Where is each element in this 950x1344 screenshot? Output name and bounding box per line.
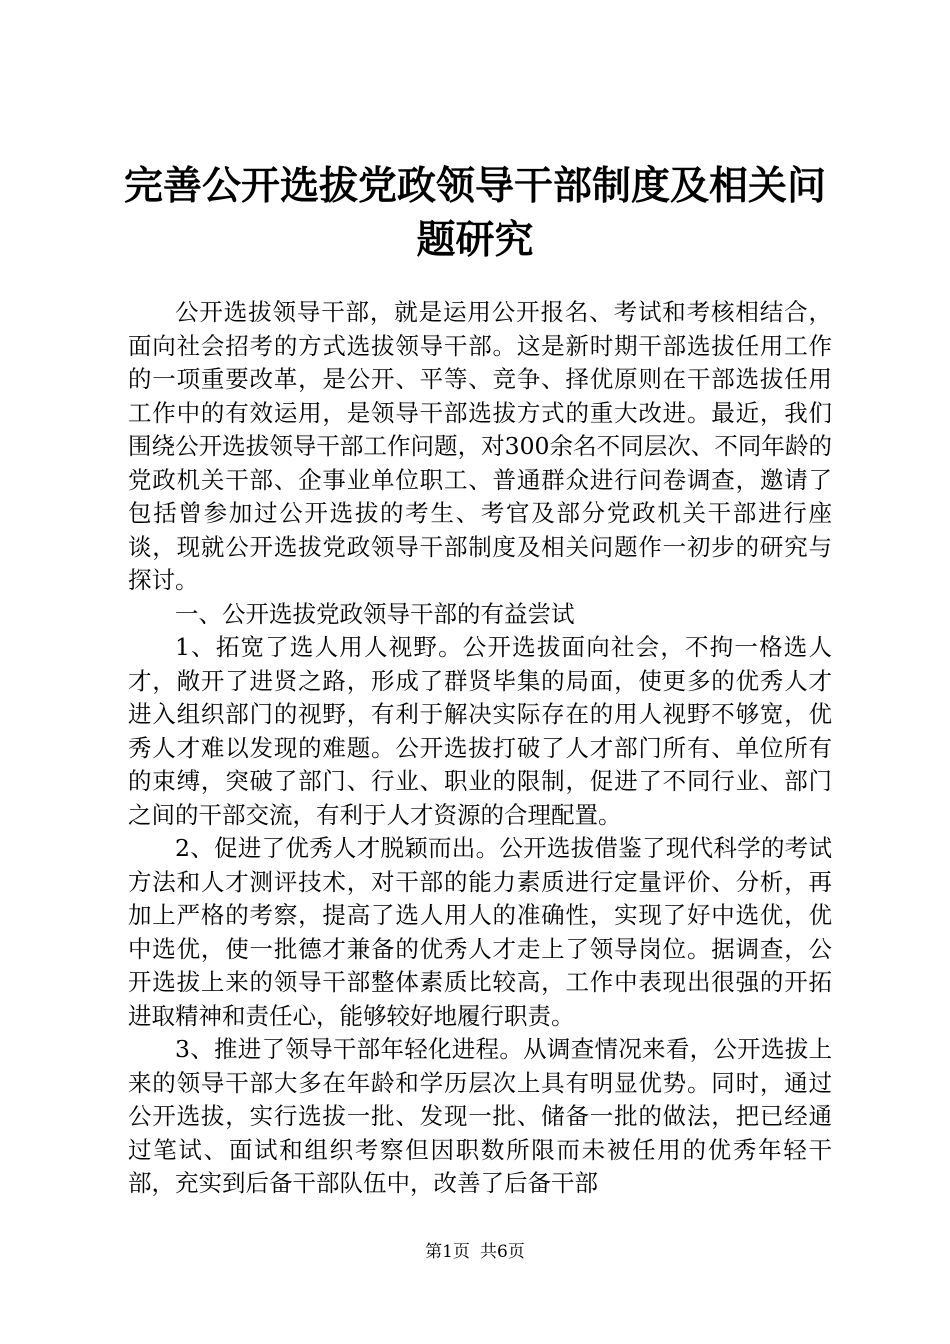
section-heading: 一、公开选拔党政领导干部的有益尝试 [175,599,575,628]
paragraph-point-3: 3、推进了领导干部年轻化进程。从调查情况来看，公开选拔上来的领导干部大多在年龄和学历层次上具有明显优势。同时，通过公开选拔，实行选拔一批、发现一批、储备一批的做法，把已经通过笔试、面试和组织考察但因职数所限而未被任用的优秀年轻干部，充实到后备干部队伍中，改善了后备干部 [128,1035,832,1197]
paragraph-intro: 公开选拔领导干部，就是运用公开报名、考试和考核相结合，面向社会招考的方式选拔领导干部。这是新时期干部选拔任用工作的一项重要改革，是公开、平等、竞争、择优原则在干部选拔任用工作中的有效运用，是领导干部选拔方式的重大改进。最近，我们围绕公开选拔领导干部工作问题，对300余名不同层次、不同年龄的党政机关干部、企事业单位职工、普通群众进行问卷调查，邀请了包括曾参加过公开选拔的考生、考官及部分党政机关干部进行座谈，现就公开选拔党政领导干部制度及相关问题作一初步的研究与探讨。 [128,298,832,594]
document-title: 完善公开选拔党政领导干部制度及相关问题研究 [123,164,826,263]
paragraph-point-1: 1、拓宽了选人用人视野。公开选拔面向社会，不拘一格选人才，敞开了进贤之路，形成了群贤毕集的局面，使更多的优秀人才进入组织部门的视野，有利于解决实际存在的用人视野不够宽，优秀人才难以发现的难题。公开选拔打破了人才部门所有、单位所有的束缚，突破了部门、行业、职业的限制，促进了不同行业、部门之间的干部交流，有利于人才资源的合理配置。 [128,633,832,829]
page-footer [0,1240,950,1264]
page-number: 第1页 [425,1242,470,1262]
document-body [128,296,832,1201]
paragraph-point-2: 2、促进了优秀人才脱颖而出。公开选拔借鉴了现代科学的考试方法和人才测评技术，对干部的能力素质进行定量评价、分析，再加上严格的考察，提高了选人用人的准确性，实现了好中选优，优中选优，使一批德才兼备的优秀人才走上了领导岗位。据调查，公开选拔上来的领导干部整体素质比较高，工作中表现出很强的开拓进取精神和责任心，能够较好地履行职责。 [128,834,832,1030]
page-total: 共6页 [480,1242,525,1262]
